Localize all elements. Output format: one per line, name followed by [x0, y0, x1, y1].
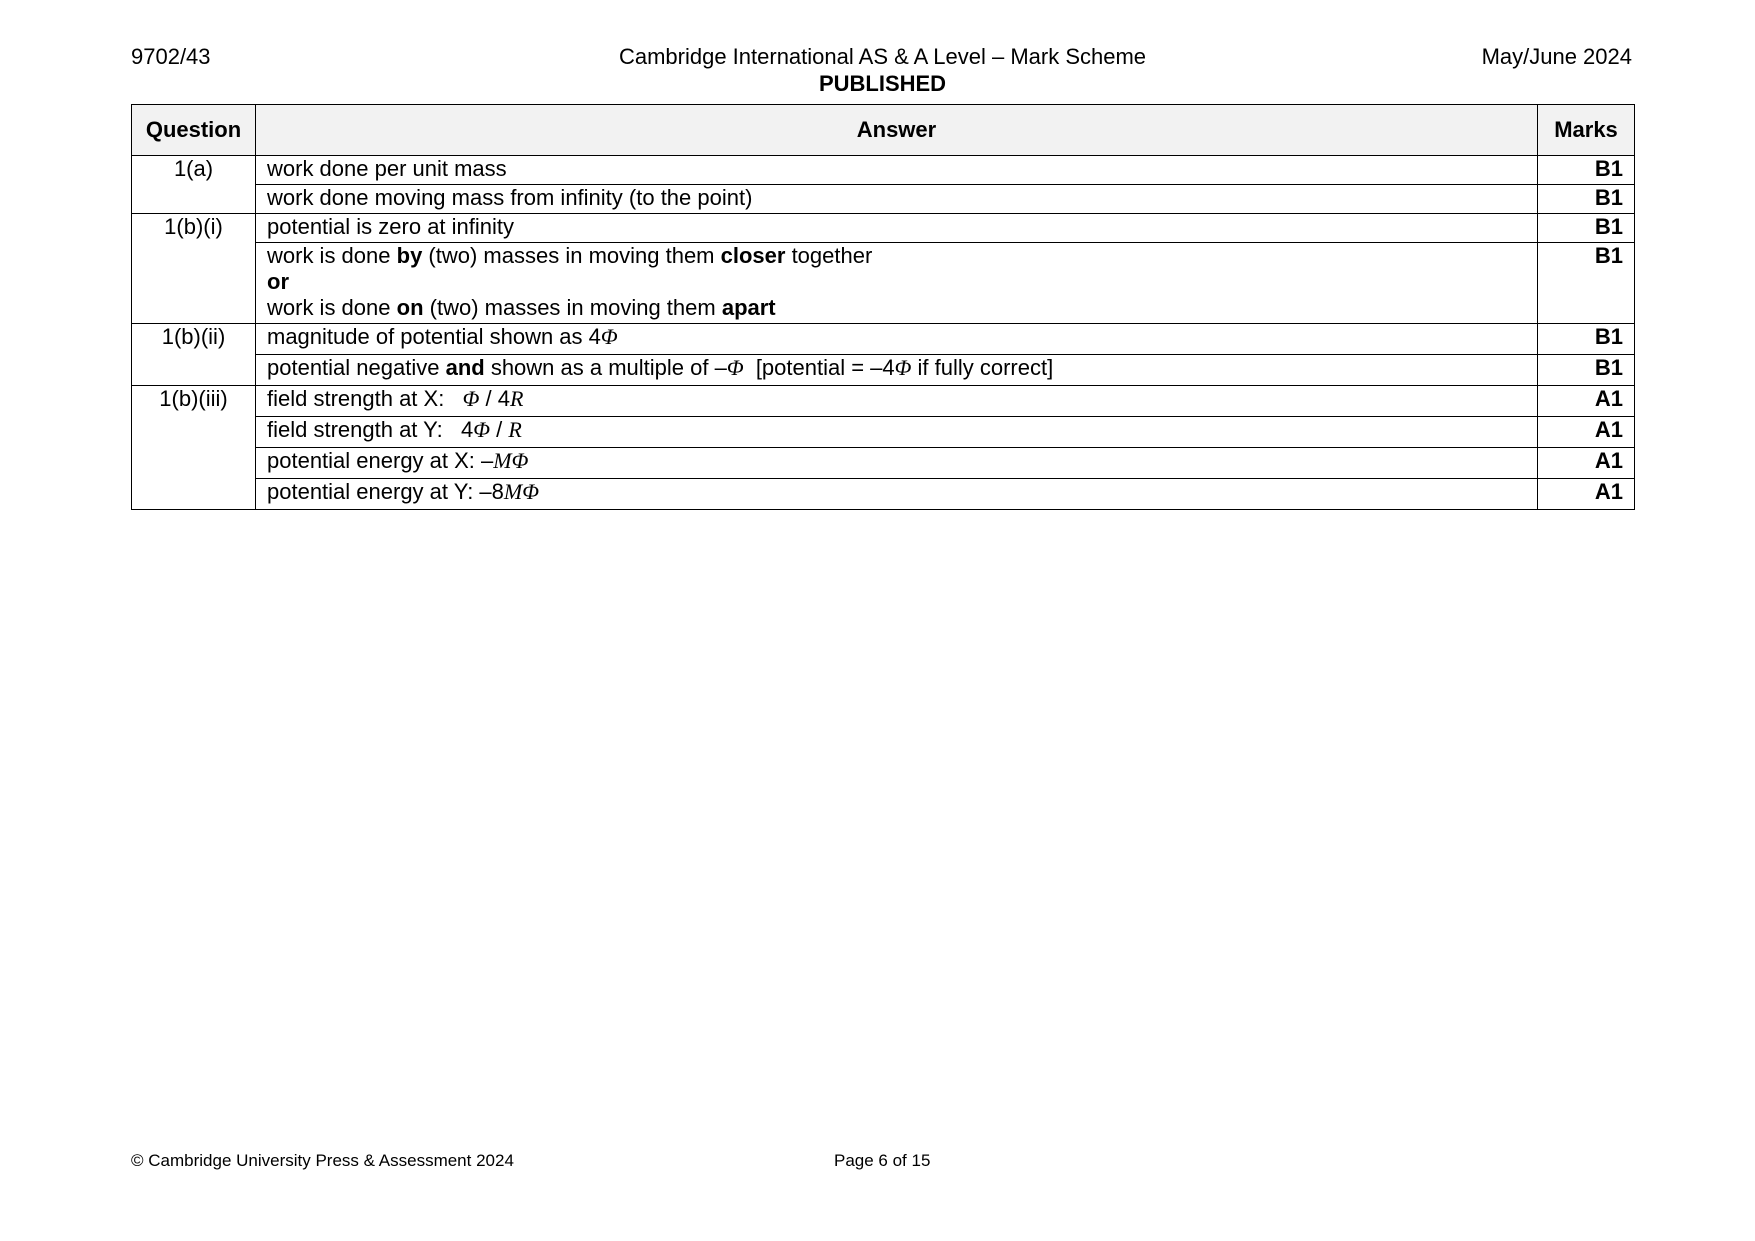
- table-row: [132, 185, 1635, 214]
- question-column-header: Question: [132, 105, 256, 156]
- mark-cell: B1: [1538, 214, 1635, 243]
- marks-column-header: Marks: [1538, 105, 1635, 156]
- answer-cell: [256, 243, 1538, 324]
- answer-cell: magnitude of potential shown as 4Φ: [256, 324, 1538, 355]
- answer-cell: work done per unit mass: [256, 156, 1538, 185]
- answer-cell: work done moving mass from infinity (to the point): [256, 185, 1538, 214]
- table-row: [132, 156, 1635, 185]
- mark-cell: A1: [1538, 417, 1635, 448]
- paper-code: 9702/43: [131, 44, 211, 69]
- table-row: [132, 243, 1635, 324]
- published-label: PUBLISHED: [818, 71, 947, 96]
- copyright-notice: © Cambridge University Press & Assessment 2024: [131, 1151, 514, 1170]
- answer-column-header: Answer: [256, 105, 1538, 156]
- mark-cell: A1: [1538, 448, 1635, 479]
- mark-cell: A1: [1538, 479, 1635, 510]
- document-title: Cambridge International AS & A Level – Mark Scheme: [618, 44, 1147, 69]
- or-connector: or: [267, 269, 289, 294]
- question-number: 1(b)(i): [132, 214, 256, 324]
- mark-cell: B1: [1538, 156, 1635, 185]
- page-number: Page 6 of 15: [834, 1151, 931, 1170]
- answer-line: work is done on (two) masses in moving them apart: [267, 295, 776, 320]
- phi-symbol: Φ: [462, 386, 480, 411]
- question-number: 1(b)(iii): [132, 386, 256, 510]
- answer-cell: potential is zero at infinity: [256, 214, 1538, 243]
- table-header-row: [132, 105, 1635, 156]
- phi-symbol: Φ: [726, 355, 744, 380]
- table-row: [132, 417, 1635, 448]
- mark-cell: B1: [1538, 185, 1635, 214]
- table-row: [132, 479, 1635, 510]
- phi-symbol: Φ: [473, 417, 491, 442]
- table-row: [132, 386, 1635, 417]
- mark-cell: A1: [1538, 386, 1635, 417]
- answer-cell: potential energy at X: –MΦ: [256, 448, 1538, 479]
- answer-cell: potential energy at Y: –8MΦ: [256, 479, 1538, 510]
- phi-symbol: Φ: [894, 355, 912, 380]
- answer-cell: potential negative and shown as a multiple of –Φ [potential = –4Φ if fully correct]: [256, 355, 1538, 386]
- mark-scheme-table: [131, 104, 1635, 510]
- phi-symbol: Φ: [600, 324, 618, 349]
- mark-cell: B1: [1538, 324, 1635, 355]
- question-number: 1(a): [132, 156, 256, 214]
- table-row: [132, 214, 1635, 243]
- mark-cell: B1: [1538, 355, 1635, 386]
- question-number: 1(b)(ii): [132, 324, 256, 386]
- answer-cell: field strength at X: Φ / 4R: [256, 386, 1538, 417]
- table-row: [132, 448, 1635, 479]
- answer-line: work is done by (two) masses in moving them closer together: [267, 243, 873, 268]
- mark-cell: B1: [1538, 243, 1635, 324]
- answer-cell: field strength at Y: 4Φ / R: [256, 417, 1538, 448]
- exam-session: May/June 2024: [1481, 44, 1632, 69]
- table-row: [132, 355, 1635, 386]
- table-row: [132, 324, 1635, 355]
